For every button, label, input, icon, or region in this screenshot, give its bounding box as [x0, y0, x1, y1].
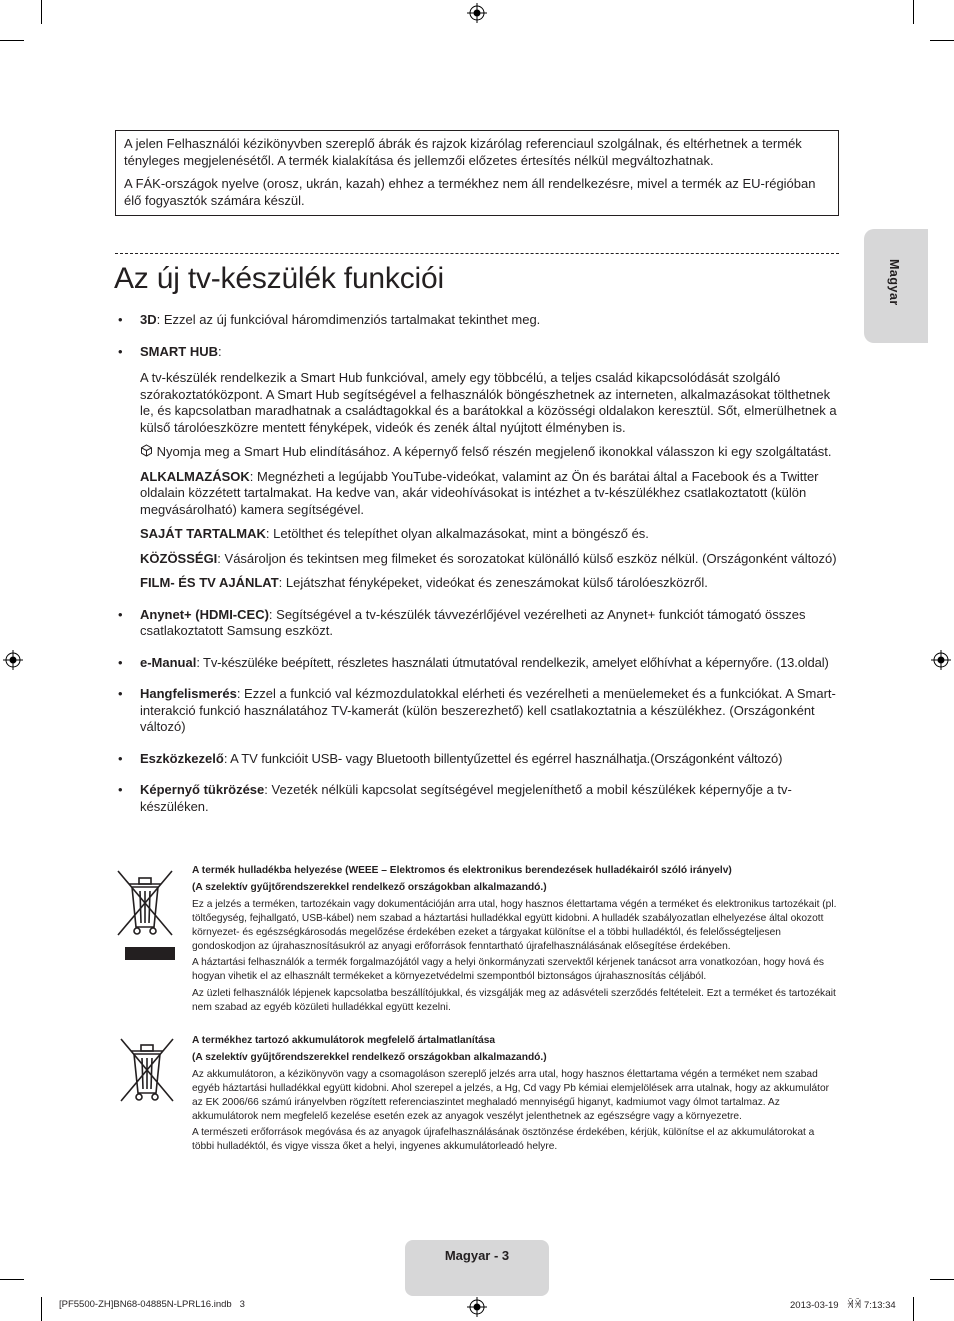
language-side-tab	[864, 229, 928, 343]
feature-text: : A TV funkcióit USB- vagy Bluetooth billentyűzettel és egérrel használhatja.(Országonként változó)	[223, 750, 783, 766]
disclaimer-paragraph: A FÁK-országok nyelve (orosz, ukrán, kazah) ehhez a termékhez nem áll rendelkezésre, mivel a termék az EU-régióban élő fogyasztók számára készül.	[124, 176, 816, 208]
print-date-info: 2013-03-19 ꈀꈀ 7:13:34	[790, 1300, 896, 1311]
disclaimer-paragraph: A jelen Felhasználói kézikönyvben szereplő ábrák és rajzok kizárólag referenciaul szolgálnak, és eltérhetnek a termék tényleges megjelenésétől. A termék kialakítása és jellemzői előzetes értesítés nélkül megváltozhatnak.	[124, 136, 802, 168]
registration-mark-icon	[467, 1297, 487, 1317]
feature-label: SMART HUB	[140, 343, 218, 359]
print-file-info: [PF5500-ZH]BN68-04885N-LPRL16.indb 3	[59, 1299, 245, 1310]
crop-mark	[913, 1297, 914, 1321]
crossed-out-battery-bin-icon	[119, 1037, 175, 1107]
feature-text: : Ezzel a funkció val kézmozdulatokkal elérheti és vezérelheti a menüelemeket és a funkciókat. A Smart-interakció funkció használatához TV-kamerát (külön beszerezhető) kell csatlakoztatnia a készülékhez. (Országonként változó)	[140, 686, 836, 734]
feature-label: Eszközkezelő	[140, 750, 224, 766]
community-label: KÖZÖSSÉGI	[140, 550, 218, 566]
feature-separator: :	[218, 343, 222, 359]
weee-section	[115, 864, 839, 1015]
registration-mark-icon	[3, 650, 23, 670]
page-number-tab	[405, 1240, 549, 1296]
weee-subtitle: (A szelektív gyűjtőrendszerekkel rendelkező országokban alkalmazandó.)	[192, 881, 547, 893]
crop-mark	[0, 40, 24, 41]
feature-label: e-Manual	[140, 654, 197, 670]
registration-mark-icon	[467, 3, 487, 23]
feature-label: 3D	[140, 312, 157, 327]
feature-text: : Segítségével a tv-készülék távvezérlőjével vezérelheti az Anynet+ funkciót támogató összes csatlakoztatott Samsung eszközt.	[140, 606, 806, 638]
list-item	[115, 686, 839, 736]
crop-mark	[913, 0, 914, 24]
smarthub-details	[115, 370, 839, 592]
crop-mark	[41, 1297, 42, 1321]
list-item	[115, 655, 839, 672]
crop-mark	[930, 1279, 954, 1280]
weee-paragraph: Az üzleti felhasználók lépjenek kapcsolatba beszállítójukkal, és vizsgálják meg az adásvételi szerződés feltételeit. Ezt a terméket és tartozékait nem szabad az egyéb közületi hulladékkal együtt kezelni.	[192, 988, 836, 1014]
film-text: : Lejátszhat fényképeket, videókat és zeneszámokat külső tárolóeszközről.	[278, 575, 708, 590]
disclaimer-box	[115, 130, 839, 216]
smarthub-community	[140, 551, 839, 568]
own-content-text: : Letölthet és telepíthet olyan alkalmazásokat, mint a böngésző és.	[265, 526, 649, 541]
battery-subtitle: (A szelektív gyűjtőrendszerekkel rendelkező országokban alkalmazandó.)	[192, 1051, 547, 1063]
list-item	[115, 751, 839, 768]
smarthub-description: A tv-készülék rendelkezik a Smart Hub funkcióval, amely egy többcélú, a teljes család kikapcsolódását szolgáló szórakoztatóközpont. A Smart Hub segítségével a felhasználók böngészhetnek az interneten, alkalmazásokat tölthetnek le, és kapcsolatban maradhatnak a családtagokkal és a barátokkal a közösségi oldalakon keresztül. Sőt, elmerülhetnek a külső tárolóeszközre mentett fényképek, videók és zenék által nyújtott élményben is.	[140, 370, 837, 435]
weee-paragraph: A háztartási felhasználók a termék forgalmazójától vagy a helyi önkormányzati szervektől kérjenek tanácsot arra vonatkozóan, hogy hová és hogyan vihetik el az elhasznált termékeket a környezetvédelmi szempontból biztonságos újrahasznosítás céljából.	[192, 957, 824, 983]
battery-title: A termékhez tartozó akkumulátorok megfelelő ártalmatlanítása	[192, 1035, 496, 1046]
page-number: Magyar - 3	[444, 1248, 510, 1263]
list-item	[115, 312, 839, 329]
battery-text	[192, 1034, 839, 1154]
apps-text: : Megnézheti a legújabb YouTube-videókat, valamint az Ön és barátai által a Facebook és a Twitter oldalain közzétett tartalmakat. Ha kedve van, akár videohívásokat is intézhet a tv-készülékhez csatlakoztatott (külön megvásárolható) kamera segítségével.	[140, 468, 819, 517]
smarthub-own-content	[140, 526, 839, 543]
feature-label: Képernyő tükrözése	[140, 782, 265, 797]
registration-mark-icon	[931, 650, 951, 670]
list-item	[115, 344, 839, 361]
feature-label: Hangfelismerés	[140, 686, 237, 701]
crop-mark	[41, 0, 42, 24]
feature-list	[115, 312, 839, 815]
list-item	[115, 607, 839, 640]
smarthub-press-note	[140, 444, 839, 461]
film-label: FILM- ÉS TV AJÁNLAT	[140, 575, 279, 590]
crossed-out-bin-icon	[115, 867, 175, 961]
weee-title: A termék hulladékba helyezése (WEEE – Elektromos és elektronikus berendezések hulladékairól szóló irányelv)	[192, 865, 732, 876]
own-content-label: SAJÁT TARTALMAK	[140, 526, 266, 541]
battery-section	[115, 1034, 839, 1154]
smart-hub-icon	[140, 444, 153, 457]
community-text: : Vásároljon és tekintsen meg filmeket és sorozatokat különálló külső eszköz nélkül. (Országonként változó)	[217, 550, 837, 566]
list-item	[115, 782, 839, 815]
page-title: Az új tv-készülék funkciói	[114, 262, 444, 295]
crop-mark	[930, 40, 954, 41]
feature-text: : Tv-készüléke beépített, részletes használati útmutatóval rendelkezik, amelyet előhívhat a képernyőre. (13.oldal)	[196, 654, 829, 670]
battery-paragraph: Az akkumulátoron, a kézikönyvön vagy a csomagoláson szereplő jelzés arra utal, hogy hasznos élettartama végén a terméket nem szabad egyéb háztartási hulladékkal együtt kidobni. Ahol szerepel a jelzés, a Hg, Cd vagy Pb kémiai elemjelölések arra utalnak, hogy az akkumulátor az EK 2006/66 számú irányelvben rögzített referenciaszintet meghaladó mennyiségű higanyt, kadmiumot vagy ólmot tartalmaz. Az akkumulátorok nem megfelelő kezelése esetén ezek az anyagok veszélyt jelenthetnek az egészségre vagy a környezetre.	[192, 1068, 830, 1122]
battery-paragraph: A természeti erőforrások megóvása és az anyagok újrafelhasználásának ösztönzése érdekében, kérjük, különítse el az akkumulátorokat a többi hulladéktól, és vigye vissza őket a helyi, ingyenes akkumulátorleadó helyre.	[192, 1127, 815, 1153]
smarthub-apps	[140, 469, 839, 519]
feature-text: : Vezeték nélküli kapcsolat segítségével megjeleníthető a mobil készülékek képernyője a tv-készüléken.	[140, 782, 792, 814]
feature-text: : Ezzel az új funkcióval háromdimenziós tartalmakat tekinthet meg.	[156, 312, 541, 327]
weee-paragraph: Ez a jelzés a terméken, tartozékain vagy dokumentációján arra utal, hogy hasznos élettartama végén a terméket és elektronikus tartozékait (pl. töltőegység, fejhallgató, USB-kábel) nem szabad a háztartási hulladékkal együtt kidobni. A hulladék szabályozatlan elhelyezése által okozott környezet- és egészségkárosodás megelőzése érdekében ezeket a tárgyakat különítse el a többi hulladéktól, és felelősségteljesen gondoskodjon az újrahasznosításukról az anyagi erőforrások fenntartható újrafelhasználásának elősegítése érdekében.	[192, 898, 837, 952]
weee-text	[192, 864, 839, 1015]
language-tab-label: Magyar	[887, 259, 901, 306]
smarthub-press-text: Nyomja meg a Smart Hub elindításához. A képernyő felső részén megjelenő ikonokkal válasszon ki egy szolgáltatást.	[156, 444, 832, 459]
crop-mark	[0, 1279, 24, 1280]
section-divider	[115, 253, 839, 254]
apps-label: ALKALMAZÁSOK	[140, 468, 250, 484]
feature-label: Anynet+ (HDMI-CEC)	[140, 606, 269, 622]
smarthub-film	[140, 575, 839, 592]
